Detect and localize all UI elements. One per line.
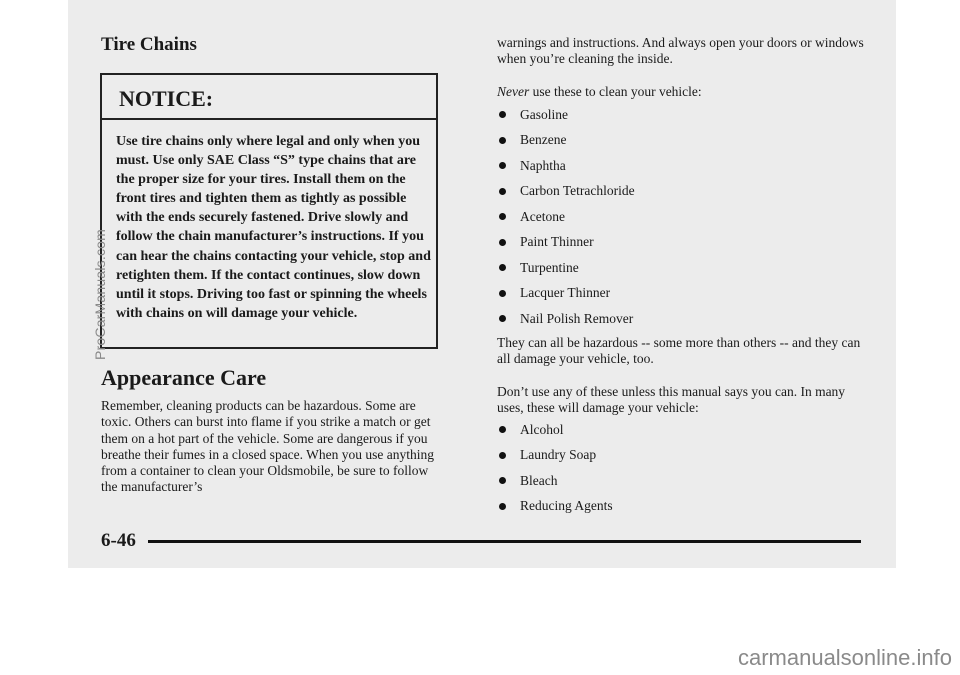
bullet-icon <box>499 213 506 220</box>
list-item-label: Reducing Agents <box>520 498 613 514</box>
never-use-list <box>497 102 635 332</box>
bullet-icon <box>499 137 506 144</box>
bottom-watermark[interactable]: carmanualsonline.info <box>737 645 952 670</box>
bullet-icon <box>499 477 506 484</box>
list-item <box>497 255 635 281</box>
list-item-label: Paint Thinner <box>520 234 594 250</box>
bullet-icon <box>499 290 506 297</box>
list-item <box>497 204 635 230</box>
appearance-paragraph: Remember, cleaning products can be hazardous. Some are toxic. Others can burst into flame if you strike a match or get them on a hot part of the vehicle. Some are dangerous if you breathe their fumes in a closed space. When you use anything from a container to clean your Oldsmobile, be sure to follow the manufacturer’s <box>101 398 435 495</box>
list-item-label: Bleach <box>520 472 558 488</box>
bullet-icon <box>499 111 506 118</box>
dont-use-paragraph: Don’t use any of these unless this manual says you can. In many uses, these will damage your vehicle: <box>497 384 846 416</box>
list-item-label: Gasoline <box>520 106 568 122</box>
never-rest: use these to clean your vehicle: <box>529 84 702 99</box>
bullet-icon <box>499 426 506 433</box>
list-item <box>497 230 635 256</box>
list-item <box>497 179 635 205</box>
side-watermark: ProCarManuals.com <box>92 229 108 360</box>
never-intro <box>497 84 867 100</box>
list-item <box>497 417 613 443</box>
footer-rule <box>148 540 861 543</box>
bullet-icon <box>499 503 506 510</box>
list-item <box>497 102 635 128</box>
list-item-label: Naphtha <box>520 157 566 173</box>
notice-box <box>100 73 438 349</box>
list-item <box>497 306 635 332</box>
page-number: 6-46 <box>101 530 136 551</box>
bullet-icon <box>499 452 506 459</box>
list-item <box>497 494 613 520</box>
list-item <box>497 128 635 154</box>
list-item-label: Benzene <box>520 132 567 148</box>
list-item-label: Lacquer Thinner <box>520 285 611 301</box>
list-item-label: Turpentine <box>520 259 579 275</box>
list-item <box>497 443 613 469</box>
bullet-icon <box>499 264 506 271</box>
notice-heading: NOTICE: <box>102 75 436 120</box>
section-title-tire-chains: Tire Chains <box>101 34 197 55</box>
bullet-icon <box>499 315 506 322</box>
bullet-icon <box>499 239 506 246</box>
list-item-label: Acetone <box>520 208 565 224</box>
hazard-paragraph: They can all be hazardous -- some more than others -- and they can all damage your vehicle, too. <box>497 335 861 367</box>
list-item-label: Laundry Soap <box>520 447 597 463</box>
list-item-label: Alcohol <box>520 421 564 437</box>
list-item-label: Carbon Tetrachloride <box>520 183 635 199</box>
notice-body: Use tire chains only where legal and only when you must. Use only SAE Class “S” type chains that are the proper size for your tires. Install them on the front tires and tighten them as tightly as possible with the ends securely fastened. Drive slowly and follow the chain manufacturer’s instructions. If you can hear the chains contacting your vehicle, stop and retighten them. If the contact continues, slow down until it stops. Driving too fast or spinning the wheels with chains on will damage your vehicle. <box>116 134 431 321</box>
warnings-paragraph: warnings and instructions. And always open your doors or windows when you’re cleaning the inside. <box>497 35 864 67</box>
list-item <box>497 281 635 307</box>
list-item <box>497 468 613 494</box>
bullet-icon <box>499 162 506 169</box>
never-word: Never <box>497 84 530 99</box>
section-title-appearance-care: Appearance Care <box>101 365 267 390</box>
list-item <box>497 153 635 179</box>
damage-list <box>497 417 613 519</box>
bullet-icon <box>499 188 506 195</box>
list-item-label: Nail Polish Remover <box>520 310 634 326</box>
